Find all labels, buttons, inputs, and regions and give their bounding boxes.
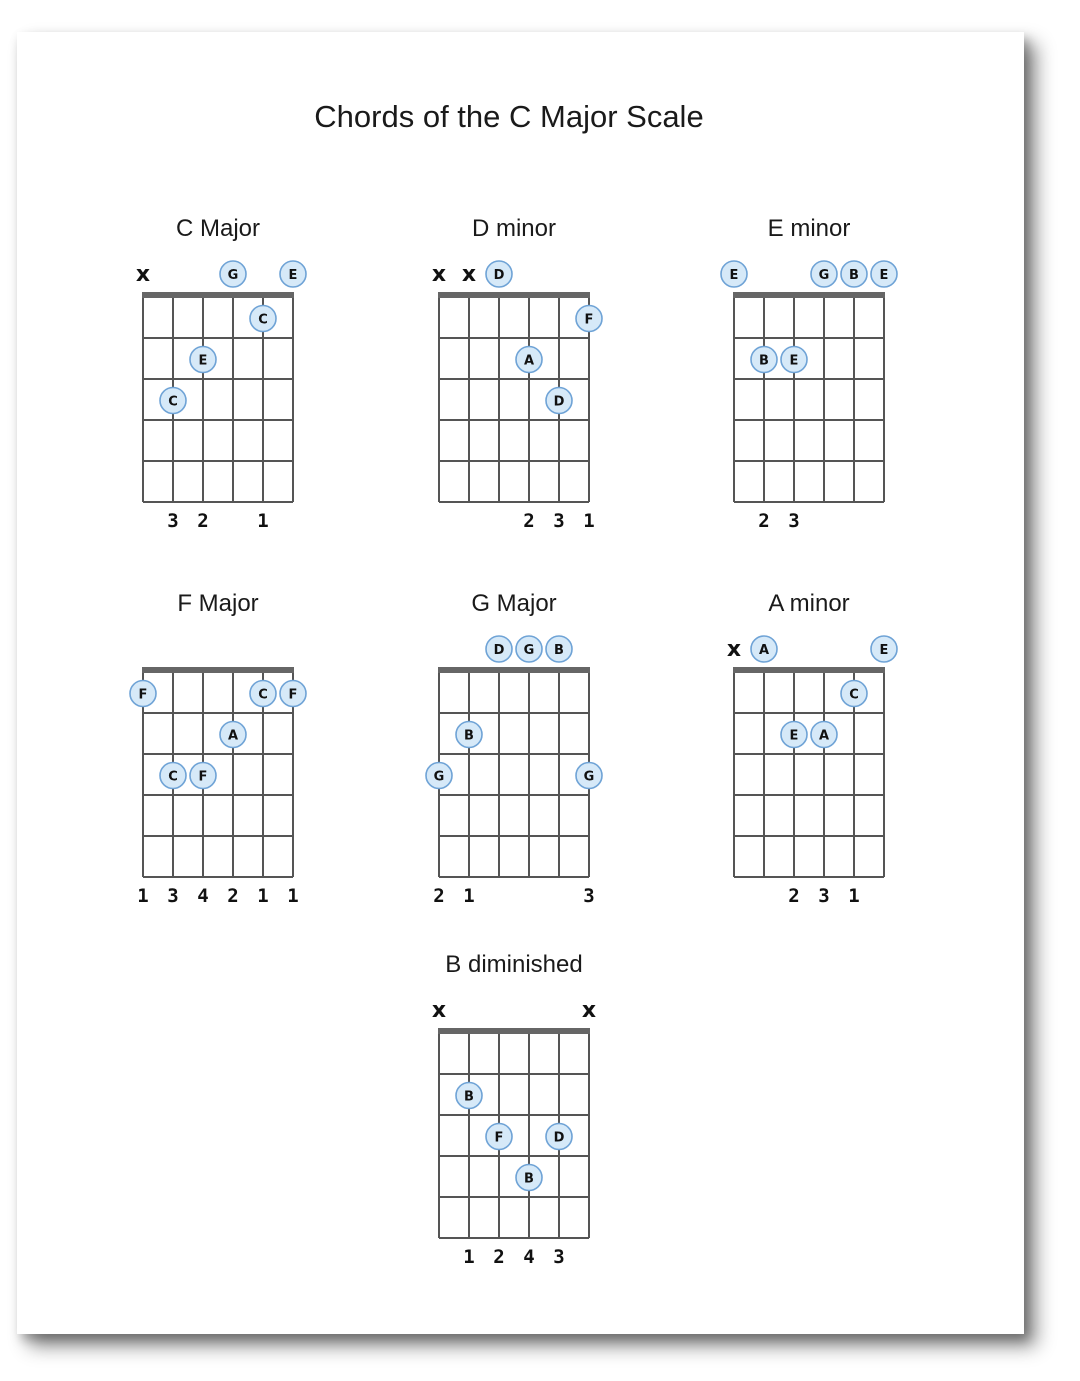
nut-bar	[438, 667, 590, 673]
open-note-dot	[871, 636, 897, 662]
fretted-note-dot	[576, 306, 602, 332]
chord-name: E minor	[767, 215, 851, 242]
note-label: C	[258, 687, 268, 703]
muted-string-marker: x	[135, 262, 151, 287]
fretted-note-dot	[190, 763, 216, 789]
open-note-dot	[546, 636, 572, 662]
chord-c-major	[136, 215, 306, 532]
note-label: E	[789, 728, 799, 744]
open-note-dot	[486, 261, 512, 287]
muted-string-marker: x	[431, 998, 447, 1023]
finger-number: 1	[463, 885, 475, 907]
note-label: B	[849, 268, 859, 283]
finger-number: 1	[257, 510, 269, 532]
note-label: D	[553, 1130, 565, 1146]
nut-bar	[142, 292, 294, 298]
chord-f-major	[130, 590, 306, 907]
note-label: D	[493, 268, 505, 283]
note-label: G	[818, 268, 830, 283]
open-note-dot	[280, 261, 306, 287]
muted-string-marker: x	[431, 262, 447, 287]
finger-number: 4	[523, 1246, 535, 1268]
note-label: E	[789, 353, 799, 369]
finger-number: 2	[788, 885, 800, 907]
finger-number: 1	[463, 1246, 475, 1268]
fretted-note-dot	[546, 1124, 572, 1150]
chord-d-minor	[432, 215, 602, 532]
nut-bar	[142, 667, 294, 673]
note-label: E	[879, 268, 889, 283]
fretted-note-dot	[250, 306, 276, 332]
finger-number: 4	[197, 885, 209, 907]
fretted-note-dot	[546, 388, 572, 414]
finger-number: 2	[493, 1246, 505, 1268]
note-label: G	[433, 769, 445, 785]
finger-number: 2	[433, 885, 445, 907]
finger-number: 1	[583, 510, 595, 532]
note-label: G	[583, 769, 595, 785]
open-note-dot	[486, 636, 512, 662]
fretted-note-dot	[811, 722, 837, 748]
finger-number: 1	[137, 885, 149, 907]
fretted-note-dot	[751, 347, 777, 373]
note-label: E	[288, 268, 298, 283]
note-label: E	[729, 268, 739, 283]
finger-number: 3	[553, 1246, 565, 1268]
note-label: B	[464, 728, 474, 744]
finger-number: 1	[287, 885, 299, 907]
note-label: B	[759, 353, 769, 369]
finger-number: 3	[553, 510, 565, 532]
finger-number: 2	[523, 510, 535, 532]
fretted-note-dot	[781, 347, 807, 373]
chord-name: A minor	[768, 590, 850, 617]
fretted-note-dot	[516, 1165, 542, 1191]
note-label: C	[849, 687, 859, 703]
note-label: E	[879, 643, 889, 658]
note-label: A	[227, 728, 239, 744]
note-label: D	[553, 394, 565, 410]
note-label: D	[493, 643, 505, 658]
note-label: B	[554, 643, 564, 658]
fretted-note-dot	[220, 722, 246, 748]
note-label: E	[198, 353, 208, 369]
open-note-dot	[871, 261, 897, 287]
fretted-note-dot	[130, 681, 156, 707]
note-label: F	[584, 312, 594, 328]
muted-string-marker: x	[726, 637, 742, 662]
note-label: A	[523, 353, 535, 369]
finger-number: 3	[167, 885, 179, 907]
note-label: F	[494, 1130, 504, 1146]
note-label: B	[524, 1171, 534, 1187]
finger-number: 2	[758, 510, 770, 532]
fretted-note-dot	[190, 347, 216, 373]
fretted-note-dot	[516, 347, 542, 373]
note-label: A	[758, 643, 770, 658]
note-label: A	[818, 728, 830, 744]
note-label: B	[464, 1089, 474, 1105]
note-label: F	[288, 687, 298, 703]
finger-number: 3	[788, 510, 800, 532]
finger-number: 3	[583, 885, 595, 907]
page-title: Chords of the C Major Scale	[314, 99, 704, 134]
chord-g-major	[426, 590, 602, 907]
muted-string-marker: x	[581, 998, 597, 1023]
note-label: G	[227, 268, 239, 283]
note-label: C	[168, 394, 178, 410]
finger-number: 2	[197, 510, 209, 532]
open-note-dot	[811, 261, 837, 287]
finger-number: 2	[227, 885, 239, 907]
nut-bar	[438, 292, 590, 298]
note-label: G	[523, 643, 535, 658]
chord-name: D minor	[471, 215, 557, 242]
open-note-dot	[721, 261, 747, 287]
fretted-note-dot	[426, 763, 452, 789]
open-note-dot	[841, 261, 867, 287]
nut-bar	[733, 292, 885, 298]
chord-a-minor	[727, 590, 897, 907]
chord-name: C Major	[175, 215, 261, 242]
fretted-note-dot	[456, 722, 482, 748]
finger-number: 1	[848, 885, 860, 907]
chord-name: F Major	[177, 590, 259, 617]
nut-bar	[438, 1028, 590, 1034]
nut-bar	[733, 667, 885, 673]
fretted-note-dot	[280, 681, 306, 707]
finger-number: 3	[818, 885, 830, 907]
note-label: F	[138, 687, 148, 703]
fretted-note-dot	[160, 388, 186, 414]
fretted-note-dot	[841, 681, 867, 707]
chord-e-minor	[721, 215, 897, 532]
muted-string-marker: x	[461, 262, 477, 287]
open-note-dot	[516, 636, 542, 662]
open-note-dot	[220, 261, 246, 287]
fretted-note-dot	[456, 1083, 482, 1109]
chord-b-diminished	[432, 951, 596, 1268]
chord-name: B diminished	[445, 951, 583, 978]
open-note-dot	[751, 636, 777, 662]
finger-number: 1	[257, 885, 269, 907]
fretted-note-dot	[576, 763, 602, 789]
note-label: F	[198, 769, 208, 785]
finger-number: 3	[167, 510, 179, 532]
chord-name: G Major	[471, 590, 557, 617]
fretted-note-dot	[250, 681, 276, 707]
note-label: C	[168, 769, 178, 785]
note-label: C	[258, 312, 268, 328]
fretted-note-dot	[486, 1124, 512, 1150]
fretted-note-dot	[160, 763, 186, 789]
fretted-note-dot	[781, 722, 807, 748]
